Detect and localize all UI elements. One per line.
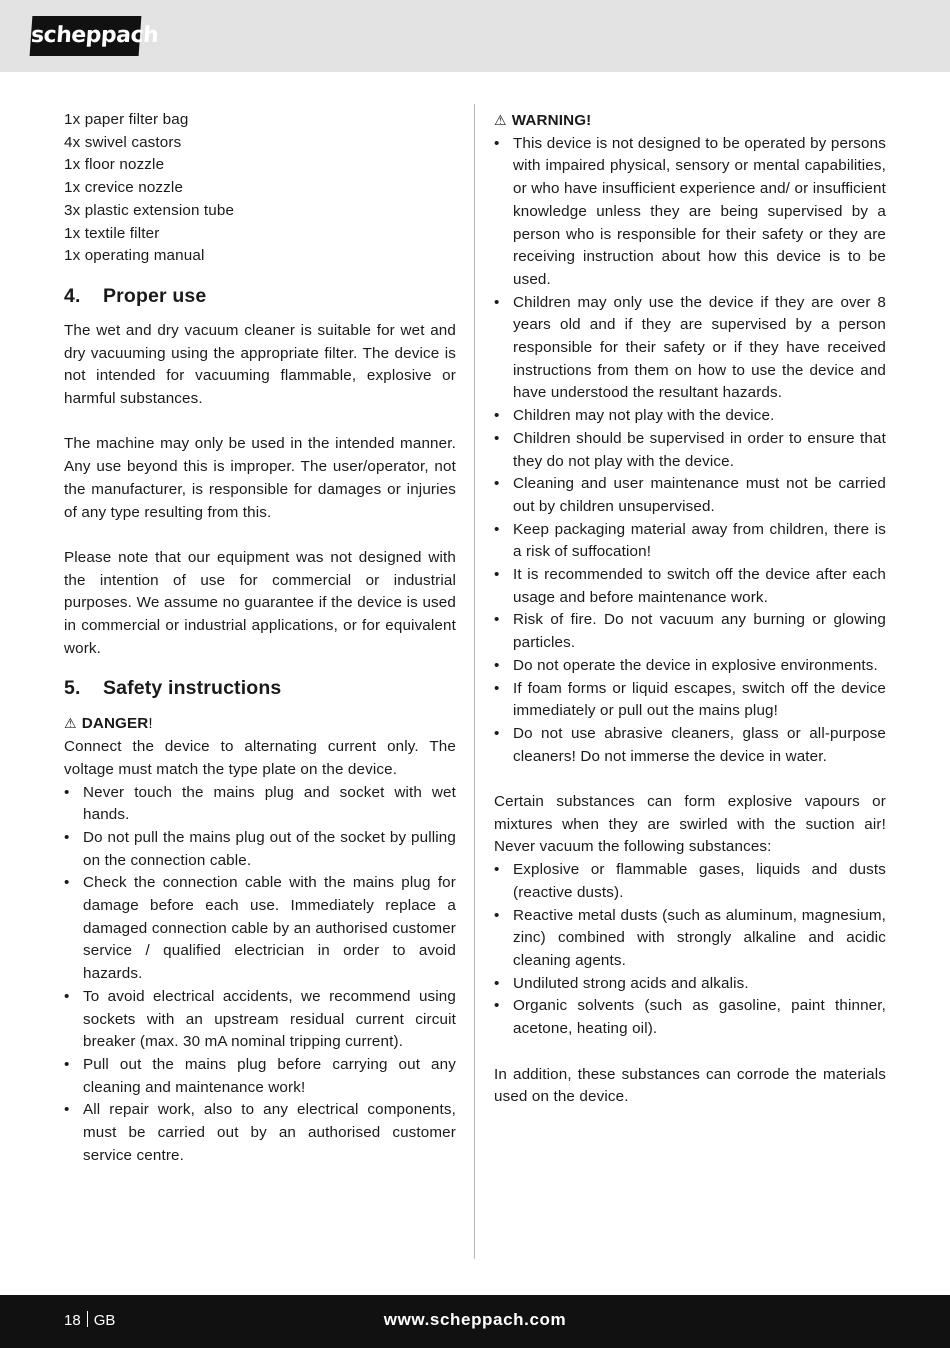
list-item: • Children should be supervised in order to ensure that they do not play with the device. [494, 428, 886, 473]
left-column [64, 109, 456, 1168]
list-item: • Keep packaging material away from children, there is a risk of suffocation! [494, 519, 886, 564]
language-code: GB [93, 1312, 116, 1329]
delivery-item: 1x crevice nozzle [64, 179, 184, 197]
list-item: • This device is not designed to be operated by persons with impaired physical, sensory or mental capabilities, or who have insufficient experience and/ or insufficient knowledge unless they are being supervised by a person who is responsible for their safety or they are receiving instruction about how this device is to be used. [494, 133, 886, 292]
paragraph: Please note that our equipment was not designed with the intention of use for commercial or industrial purposes. We assume no guarantee if the device is used in commercial or industrial applications, or for equivalent work. [64, 548, 456, 657]
list-item: • Pull out the mains plug before carrying out any cleaning and maintenance work! [64, 1054, 456, 1099]
warning-list [494, 133, 886, 769]
section-number: 4. [64, 284, 81, 307]
paragraph: The wet and dry vacuum cleaner is suitable for wet and dry vacuuming using the appropriate filter. The device is not intended for vacuuming flammable, explosive or harmful substances. [64, 321, 456, 408]
list-item: • Reactive metal dusts (such as aluminum, magnesium, zinc) combined with strongly alkaline and acidic cleaning agents. [494, 905, 886, 973]
list-item: • To avoid electrical accidents, we recommend using sockets with an upstream residual current circuit breaker (max. 30 mA nominal tripping current). [64, 986, 456, 1054]
list-item: • Do not use abrasive cleaners, glass or all-purpose cleaners! Do not immerse the device in water. [494, 723, 886, 768]
list-item: • If foam forms or liquid escapes, switch off the device immediately or pull out the mains plug! [494, 678, 886, 723]
danger-list [64, 782, 456, 1168]
danger-text: Connect the device to alternating current only. The voltage must match the type plate on the device. [64, 738, 456, 778]
delivery-item: 4x swivel castors [64, 133, 182, 151]
scheppach-logo: scheppach [30, 16, 142, 56]
warning-label: ⚠ WARNING! [494, 112, 592, 129]
list-item: • Risk of fire. Do not vacuum any burning or glowing particles. [494, 609, 886, 654]
list-item: • Children may only use the device if they are over 8 years old and if they are supervised by a person responsible for their safety or if they have received instructions from them on how to use the device and have understood the resultant hazards. [494, 292, 886, 406]
delivery-item: 1x floor nozzle [64, 156, 165, 174]
section-5-heading [64, 660, 456, 712]
list-item: • Check the connection cable with the mains plug for damage before each use. Immediately replace a damaged connection cable by an authorised customer service / qualified electrician in order to avoid hazards. [64, 872, 456, 986]
danger-label: ⚠ DANGER! [64, 715, 153, 733]
right-column [494, 109, 886, 1109]
delivery-item: 1x paper filter bag [64, 111, 189, 128]
list-item: • Do not operate the device in explosive environments. [494, 655, 886, 678]
list-item: • All repair work, also to any electrical components, must be carried out by an authorised customer service centre. [64, 1099, 456, 1167]
closing-paragraph: In addition, these substances can corrode the materials used on the device. [494, 1065, 886, 1106]
page-number: 18 GB [64, 1312, 116, 1329]
delivery-item: 1x operating manual [64, 247, 205, 265]
delivery-list [64, 109, 456, 268]
warning-triangle-icon: ⚠ [494, 112, 507, 128]
delivery-item: 3x plastic extension tube [64, 201, 235, 219]
list-item: • Cleaning and user maintenance must not be carried out by children unsupervised. [494, 473, 886, 518]
website-url[interactable]: www.scheppach.com [383, 1310, 567, 1329]
list-item: • Children may not play with the device. [494, 405, 886, 428]
header-bar [0, 0, 950, 72]
section-4-heading [64, 268, 456, 320]
section-number: 5. [64, 677, 81, 700]
paragraph: The machine may only be used in the intended manner. Any use beyond this is improper. The user/operator, not the manufacturer, is responsible for damages or injuries of any type resulting from this. [64, 435, 456, 521]
substances-intro: Certain substances can form explosive vapours or mixtures when they are swirled with the suction air! Never vacuum the following substances: [494, 793, 886, 856]
substances-list [494, 859, 886, 1041]
delivery-item: 1x textile filter [64, 224, 160, 242]
column-divider [474, 104, 475, 1259]
section-title: Safety instructions [103, 677, 282, 700]
list-item: • Explosive or flammable gases, liquids and dusts (reactive dusts). [494, 859, 886, 904]
list-item: • Never touch the mains plug and socket with wet hands. [64, 782, 456, 827]
list-item: • Undiluted strong acids and alkalis. [494, 973, 886, 996]
footer-bar [0, 1295, 950, 1348]
list-item: • Do not pull the mains plug out of the socket by pulling on the connection cable. [64, 827, 456, 872]
list-item: • Organic solvents (such as gasoline, paint thinner, acetone, heating oil). [494, 995, 886, 1040]
list-item: • It is recommended to switch off the device after each usage and before maintenance work. [494, 564, 886, 609]
section-title: Proper use [103, 284, 207, 307]
warning-triangle-icon: ⚠ [64, 715, 77, 732]
